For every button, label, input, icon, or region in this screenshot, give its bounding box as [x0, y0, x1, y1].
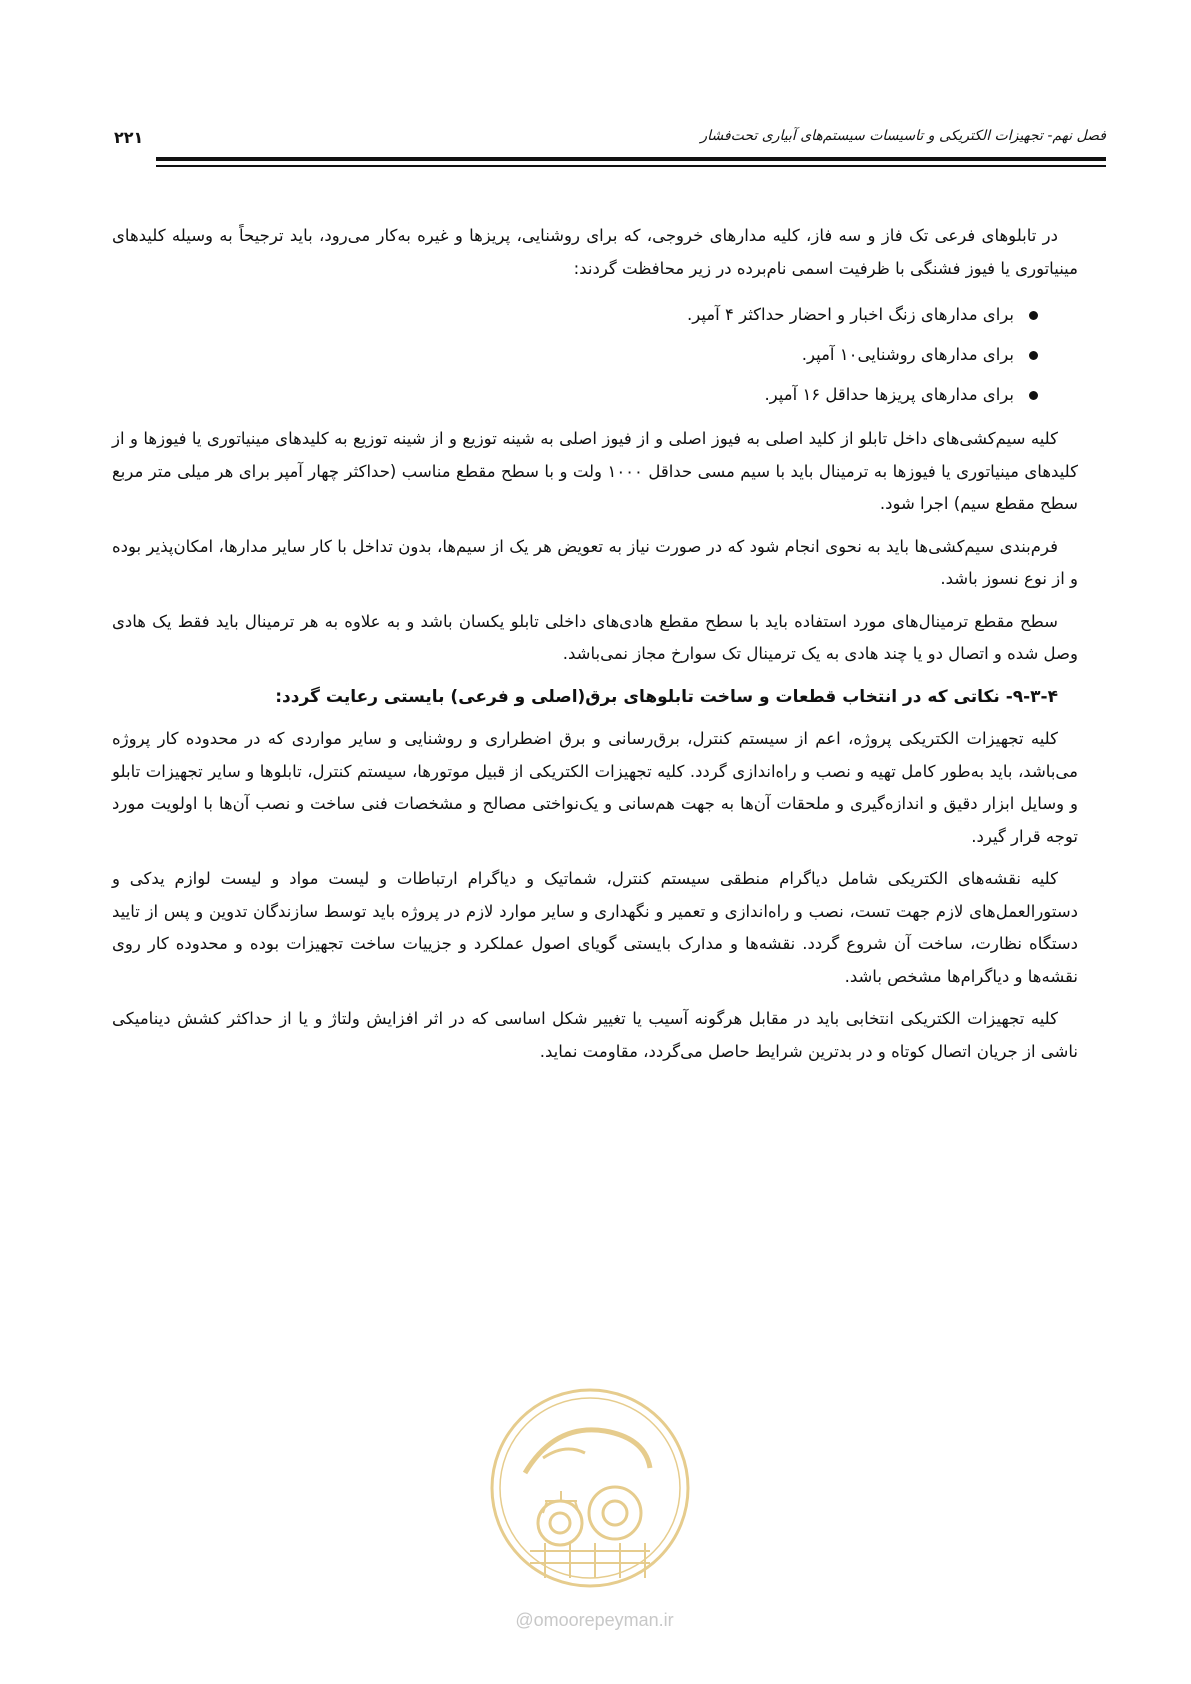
paragraph: سطح مقطع ترمینال‌های مورد استفاده باید با سطح مقطع هادی‌های داخلی تابلو یکسان باشد و به علاوه به هر ترمینال باید فقط یک هادی وصل شده و اتصال دو یا چند هادی به یک ترمینال تک سوارخ مجاز نمی‌باشد.: [112, 611, 1078, 663]
section-heading: ۹-۳-۴- نکاتی که در انتخاب قطعات و ساخت تابلوهای برق(اصلی و فرعی) بایستی رعایت گردد:: [275, 686, 1058, 707]
paragraph: کلیه تجهیزات الکتریکی پروژه، اعم از سیستم کنترل، برق‌رسانی و برق اضطراری و روشنایی و سایر مواردی که در محدوده کار پروژه می‌باشد، باید به‌طور کامل تهیه و نصب و راه‌اندازی گردد. کلیه تجهیزات الکتریکی از قبیل موتورها، سیستم کنترل، تابلوها و سایر تجهیزات تابلو و وسایل ابزار دقیق و اندازه‌گیری و ملحقات آن‌ها به جهت هم‌سانی و یک‌نواختی مصالح و مشخصات فنی ساخت و نصب آن‌ها با اولویت مورد توجه قرار گیرد.: [112, 729, 1078, 846]
paragraph: در تابلوهای فرعی تک فاز و سه فاز، کلیه مدارهای خروجی، که برای روشنایی، پریزها و غیره به‌کار می‌رود، باید ترجیحاً به وسیله کلیدهای مینیاتوری یا فیوز فشنگی با ظرفیت اسمی نام‌برده در زیر محافظت گردند:: [112, 226, 1078, 278]
watermark-logo-icon: [485, 1383, 695, 1593]
header-rule-thin: [156, 165, 1106, 167]
list-item-text: برای مدارهای روشنایی۱۰ آمپر.: [801, 345, 1014, 364]
chapter-title: فصل نهم- تجهیزات الکتریکی و تاسیسات سیستم‌های آبیاری تحت‌فشار: [700, 128, 1106, 144]
body-content: [112, 220, 1078, 1078]
page-header: [114, 128, 1106, 148]
paragraph: فرم‌بندی سیم‌کشی‌ها باید به نحوی انجام شود که در صورت نیاز به تعویض هر یک از سیم‌ها، بدون تداخل با کار سایر مدارها، امکان‌پذیر بوده و از نوع نسوز باشد.: [112, 536, 1078, 588]
bullet-icon: [1029, 391, 1038, 400]
watermark-website: @omoorepeyman.ir: [515, 1610, 674, 1630]
bullet-icon: [1029, 351, 1038, 360]
paragraph: کلیه سیم‌کشی‌های داخل تابلو از کلید اصلی به فیوز اصلی و از فیوز اصلی به شینه توزیع و از شینه توزیع به کلیدهای مینیاتوری یا فیوزها و از کلیدهای مینیاتوری یا فیوزها به ترمینال باید با سیم مسی حداقل ۱۰۰۰ ولت و با سطح مقطع مناسب (حداکثر چهار آمپر برای هر میلی متر مربع سطح مقطع سیم) اجرا شود.: [112, 429, 1078, 513]
list-item: [112, 295, 1038, 335]
page-number: ۲۲۱: [114, 128, 144, 147]
list-item: [112, 375, 1038, 415]
bullet-list: [112, 295, 1078, 415]
paragraph: کلیه تجهیزات الکتریکی انتخابی باید در مقابل هرگونه آسیب یا تغییر شکل اساسی که در اثر افزایش ولتاژ و یا از حداکثر کشش دینامیکی ناشی از جریان اتصال کوتاه و در بدترین شرایط حاصل می‌گردد، مقاومت نماید.: [112, 1009, 1078, 1061]
list-item-text: برای مدارهای زنگ اخبار و احضار حداکثر ۴ آمپر.: [686, 305, 1014, 324]
list-item-text: برای مدارهای پریزها حداقل ۱۶ آمپر.: [764, 385, 1014, 404]
list-item: [112, 335, 1038, 375]
bullet-icon: [1029, 311, 1038, 320]
header-rule-thick: [156, 157, 1106, 161]
paragraph: کلیه نقشه‌های الکتریکی شامل دیاگرام منطقی سیستم کنترل، شماتیک و دیاگرام ارتباطات و لیست مواد و لیست لوازم یدکی و دستورالعمل‌های لازم جهت تست، نصب و راه‌اندازی و تعمیر و نگهداری و سایر موارد لازم در پروژه باید توسط سازندگان تدوین و پس از تایید دستگاه نظارت، ساخت آن شروع گردد. نقشه‌ها و مدارک بایستی گویای اصول عملکرد و جزییات ساخت تجهیزات بوده و محدوده کار روی نقشه‌ها و دیاگرام‌ها مشخص باشد.: [112, 869, 1078, 986]
